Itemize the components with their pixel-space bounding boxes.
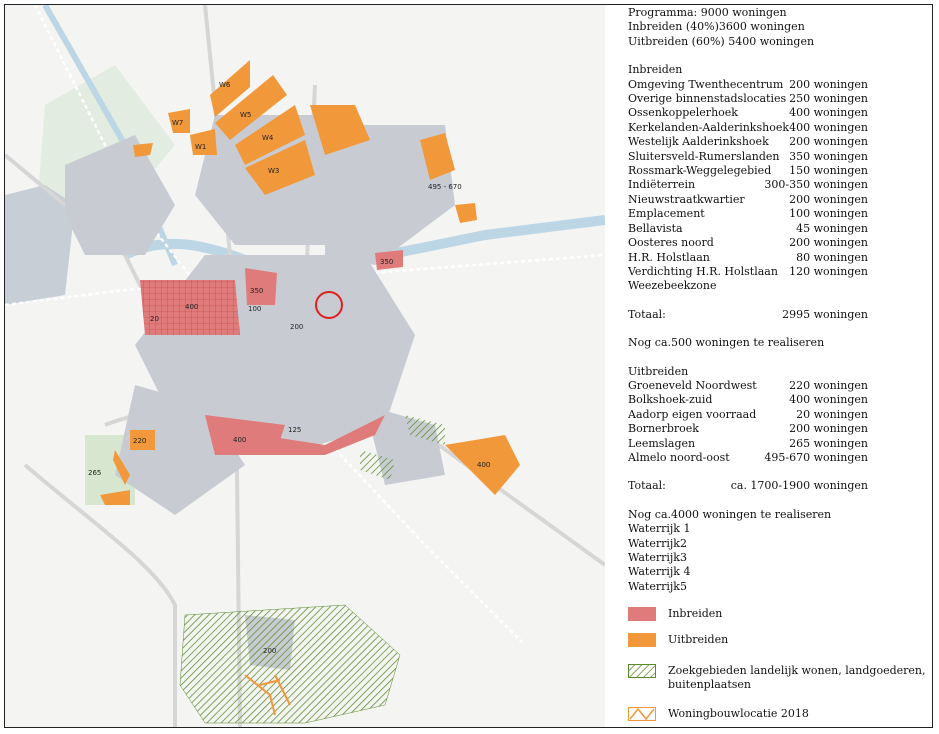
label-400-east: 400 bbox=[477, 461, 491, 469]
uitbreiden-area bbox=[133, 143, 153, 157]
list-item: Aadorp eigen voorraad 20 woningen bbox=[628, 407, 868, 421]
label-200: 200 bbox=[290, 323, 304, 331]
inbreiden-heading: Inbreiden bbox=[628, 63, 683, 77]
uitbreiden-swatch bbox=[628, 633, 656, 647]
waterrijk-item: Waterrijk3 bbox=[628, 551, 687, 564]
list-item: Verdichting H.R. Holstlaan 120 woningen bbox=[628, 264, 868, 278]
list-item: Overige binnenstadslocaties 250 woningen bbox=[628, 92, 868, 106]
uitbreiden-heading: Uitbreiden bbox=[628, 364, 689, 378]
waterrijk-item: Waterrijk 1 bbox=[628, 522, 691, 536]
label-220: 220 bbox=[133, 437, 147, 445]
label-w4: W4 bbox=[262, 134, 274, 142]
list-item: Emplacement 100 woningen bbox=[628, 207, 868, 221]
hatch-swatch bbox=[628, 664, 656, 678]
label-350: 350 bbox=[250, 287, 264, 295]
label-w1: W1 bbox=[195, 143, 207, 151]
list-item: Oosteres noord 200 woningen bbox=[628, 236, 868, 250]
uitbreiden-note: Nog ca.4000 woningen te realiseren bbox=[628, 507, 832, 521]
list-item: Nieuwstraatkwartier 200 woningen bbox=[628, 192, 868, 206]
key-label-buitenplaatsen: buitenplaatsen bbox=[668, 678, 751, 691]
list-item: Bornerbroek 200 woningen bbox=[628, 422, 868, 436]
woningbouw-swatch bbox=[628, 707, 656, 721]
summary-line: Programma: 9000 woningen bbox=[628, 6, 787, 19]
label-w5: W5 bbox=[240, 111, 252, 119]
list-item: Kerkelanden-Aalderinkshoek 400 woningen bbox=[628, 120, 868, 134]
key-label-woningbouw: Woningbouwlocatie 2018 bbox=[668, 707, 809, 720]
list-item: Sluitersveld-Rumerslanden 350 woningen bbox=[628, 149, 868, 163]
list-item: Groeneveld Noordwest 220 woningen bbox=[628, 378, 868, 392]
summary-line: Uitbreiden (60%) 5400 woningen bbox=[628, 34, 815, 48]
label-w6: W6 bbox=[219, 81, 231, 89]
waterrijk-item: Waterrijk2 bbox=[628, 536, 687, 550]
label-400: 400 bbox=[185, 303, 199, 311]
label-w3: W3 bbox=[268, 167, 280, 175]
inbreiden-total: Totaal: 2995 woningen bbox=[628, 307, 868, 321]
list-item: Ossenkoppelerhoek 400 woningen bbox=[628, 106, 868, 120]
list-item: Indiëterrein 300-350 woningen bbox=[628, 178, 868, 192]
list-item: Almelo noord-oost 495-670 woningen bbox=[628, 450, 868, 464]
key-label-zoekgebieden: Zoekgebieden landelijk wonen, landgoederen, bbox=[668, 664, 926, 677]
label-495-670: 495 - 670 bbox=[428, 183, 462, 191]
waterrijk-item: Waterrijk5 bbox=[628, 579, 687, 593]
label-265: 265 bbox=[88, 469, 102, 477]
list-item: Weezebeekzone bbox=[628, 279, 717, 293]
label-125: 125 bbox=[288, 426, 302, 434]
label-20: 20 bbox=[150, 315, 159, 323]
key-label-uitbreiden: Uitbreiden bbox=[668, 633, 729, 646]
legend-text bbox=[628, 6, 928, 594]
label-200-south: 200 bbox=[263, 647, 277, 655]
list-item: Bellavista 45 woningen bbox=[628, 221, 868, 235]
label-100: 100 bbox=[248, 305, 262, 313]
summary-line: Inbreiden (40%)3600 woningen bbox=[628, 20, 805, 34]
list-item: Bolkshoek-zuid 400 woningen bbox=[628, 393, 868, 407]
label-400-south: 400 bbox=[233, 436, 247, 444]
list-item: Leemslagen 265 woningen bbox=[628, 436, 868, 450]
map bbox=[5, 5, 605, 727]
list-item: H.R. Holstlaan 80 woningen bbox=[628, 250, 868, 264]
list-item: Rossmark-Weggelegebied 150 woningen bbox=[628, 164, 868, 178]
key-label-inbreiden: Inbreiden bbox=[668, 607, 723, 620]
inbreiden-note: Nog ca.500 woningen te realiseren bbox=[628, 336, 825, 350]
list-item: Omgeving Twenthecentrum 200 woningen bbox=[628, 77, 868, 91]
uitbreiden-total: Totaal: ca. 1700-1900 woningen bbox=[628, 479, 868, 493]
inbreiden-swatch bbox=[628, 607, 656, 621]
list-item: Westelijk Aalderinkshoek 200 woningen bbox=[628, 135, 868, 149]
label-w7: W7 bbox=[172, 119, 184, 127]
label-350-east: 350 bbox=[380, 258, 394, 266]
waterrijk-item: Waterrijk 4 bbox=[628, 565, 691, 579]
